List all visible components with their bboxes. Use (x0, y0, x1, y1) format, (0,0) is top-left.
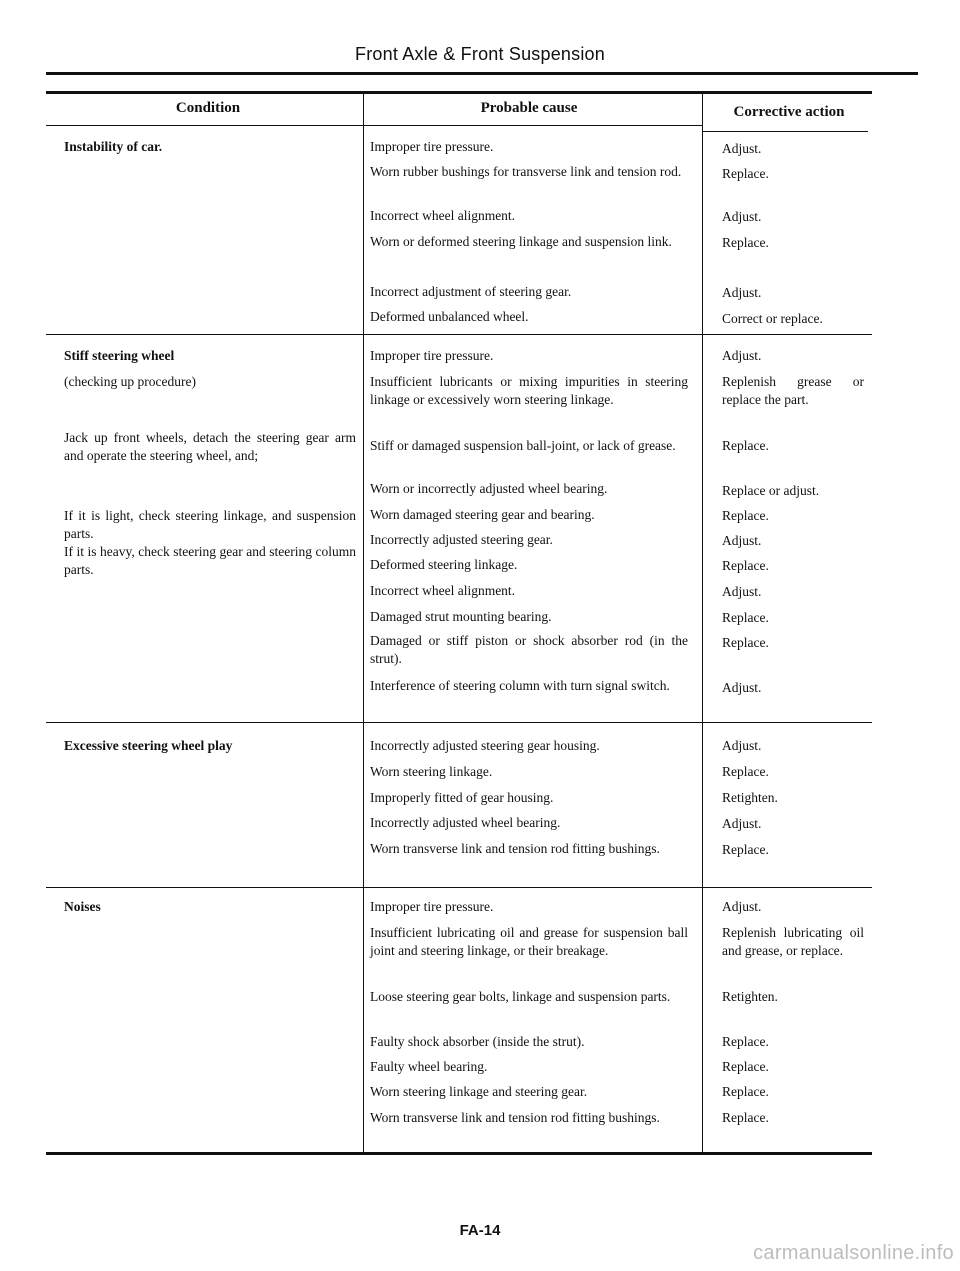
action-item: Replace. (722, 635, 769, 650)
header-bottom-rule (46, 125, 364, 126)
cause-item: Deformed steering linkage. (370, 557, 518, 572)
condition-title: Instability of car. (64, 139, 163, 154)
action-item: Adjust. (722, 738, 762, 753)
action-cell (722, 898, 864, 1148)
action-item: Adjust. (722, 209, 762, 224)
condition-note: (checking up procedure) (64, 374, 196, 389)
page-number: FA-14 (459, 1222, 501, 1239)
cause-item: Incorrect wheel alignment. (370, 583, 516, 598)
action-item: Replace. (722, 842, 769, 857)
action-item: Replace. (722, 764, 769, 779)
action-cell (722, 347, 864, 717)
cause-item: Improperly fitted of gear housing. (370, 790, 554, 805)
cause-item: Insufficient lubricants or mixing impurities in steering linkage or excessively worn steering linkage. (370, 374, 688, 407)
cause-item: Loose steering gear bolts, linkage and suspension parts. (370, 989, 671, 1004)
column-divider-1 (363, 92, 364, 1154)
watermark: carmanualsonline.info (753, 1242, 954, 1264)
page-title: Front Axle & Front Suspension (355, 44, 605, 64)
cause-item: Stiff or damaged suspension ball-joint, or lack of grease. (370, 438, 676, 453)
action-item: Adjust. (722, 584, 762, 599)
cause-item: Worn transverse link and tension rod fitting bushings. (370, 841, 660, 856)
action-item: Retighten. (722, 989, 778, 1004)
condition-cell (64, 737, 356, 777)
action-item: Adjust. (722, 141, 762, 156)
header-rule (46, 72, 918, 75)
cause-item: Worn or deformed steering linkage and suspension link. (370, 234, 672, 249)
action-item: Correct or replace. (722, 311, 823, 326)
row-divider (46, 334, 872, 335)
cause-item: Incorrectly adjusted steering gear. (370, 532, 553, 547)
action-cell (722, 138, 864, 328)
cause-item: Incorrectly adjusted steering gear housing. (370, 738, 600, 753)
action-item: Adjust. (722, 285, 762, 300)
header-bottom-rule-action (702, 131, 868, 132)
cause-item: Worn steering linkage. (370, 764, 493, 779)
cause-item: Incorrect wheel alignment. (370, 208, 516, 223)
column-divider-2 (702, 92, 703, 1154)
condition-note: If it is light, check steering linkage, and suspension parts. (64, 508, 356, 541)
cause-item: Worn or incorrectly adjusted wheel bearing. (370, 481, 608, 496)
row-divider (46, 887, 872, 888)
condition-cell (64, 347, 356, 587)
cause-cell (370, 898, 688, 1148)
cause-item: Deformed unbalanced wheel. (370, 309, 529, 324)
cause-item: Improper tire pressure. (370, 348, 494, 363)
action-item: Adjust. (722, 816, 762, 831)
action-item: Replace. (722, 438, 769, 453)
header-bottom-rule-cause (363, 125, 703, 126)
cause-cell (370, 737, 688, 887)
condition-cell (64, 138, 356, 178)
cause-item: Faulty wheel bearing. (370, 1059, 488, 1074)
condition-title: Noises (64, 899, 101, 914)
action-cell (722, 737, 864, 887)
cause-item: Damaged or stiff piston or shock absorber rod (in the strut). (370, 633, 688, 666)
condition-note: If it is heavy, check steering gear and steering column parts. (64, 544, 356, 577)
condition-title: Excessive steering wheel play (64, 738, 233, 753)
action-item: Replace or adjust. (722, 483, 820, 498)
cause-cell (370, 347, 688, 717)
column-header-action: Corrective action (733, 104, 845, 120)
cause-item: Insufficient lubricating oil and grease for suspension ball joint and steering linkage, or their breakage. (370, 925, 688, 958)
table-top-rule (46, 91, 872, 94)
action-item: Replace. (722, 1059, 769, 1074)
action-item: Retighten. (722, 790, 778, 805)
cause-item: Improper tire pressure. (370, 139, 494, 154)
action-item: Replace. (722, 610, 769, 625)
cause-item: Worn transverse link and tension rod fitting bushings. (370, 1110, 660, 1125)
action-item: Adjust. (722, 348, 762, 363)
cause-item: Incorrect adjustment of steering gear. (370, 284, 572, 299)
condition-title: Stiff steering wheel (64, 348, 175, 363)
action-item: Replace. (722, 1034, 769, 1049)
action-item: Replace. (722, 558, 769, 573)
action-item: Replace. (722, 166, 769, 181)
cause-cell (370, 138, 688, 328)
action-item: Replace. (722, 508, 769, 523)
action-item: Replenish lubricating oil and grease, or replace. (722, 925, 864, 958)
cause-item: Damaged strut mounting bearing. (370, 609, 552, 624)
action-item: Replace. (722, 1110, 769, 1125)
cause-item: Improper tire pressure. (370, 899, 494, 914)
cause-item: Worn steering linkage and steering gear. (370, 1084, 588, 1099)
column-header-condition: Condition (175, 100, 241, 116)
cause-item: Faulty shock absorber (inside the strut). (370, 1034, 585, 1049)
condition-cell (64, 898, 356, 938)
table-bottom-rule (46, 1152, 872, 1155)
row-divider (46, 722, 872, 723)
action-item: Replace. (722, 1084, 769, 1099)
action-item: Replace. (722, 235, 769, 250)
cause-item: Worn rubber bushings for transverse link and tension rod. (370, 164, 682, 179)
action-item: Adjust. (722, 680, 762, 695)
condition-note: Jack up front wheels, detach the steering gear arm and operate the steering wheel, and; (64, 430, 356, 463)
cause-item: Worn damaged steering gear and bearing. (370, 507, 595, 522)
action-item: Adjust. (722, 899, 762, 914)
cause-item: Incorrectly adjusted wheel bearing. (370, 815, 561, 830)
action-item: Adjust. (722, 533, 762, 548)
column-header-cause: Probable cause (480, 100, 578, 116)
cause-item: Interference of steering column with turn signal switch. (370, 678, 670, 693)
action-item: Replenish grease or replace the part. (722, 374, 864, 407)
